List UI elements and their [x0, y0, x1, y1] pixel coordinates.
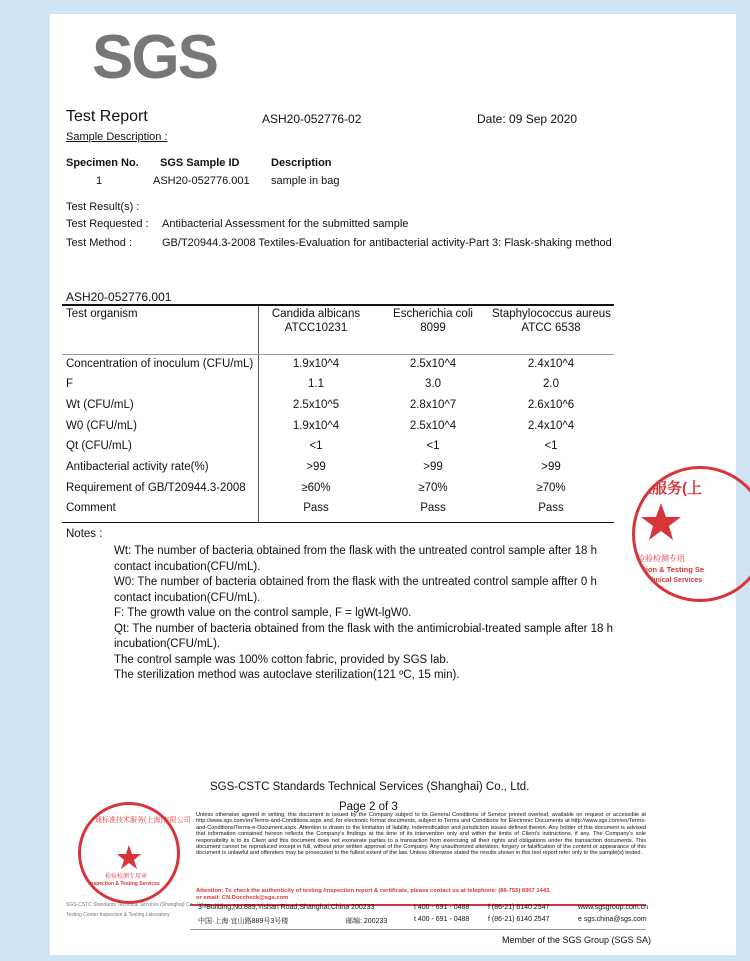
email: e sgs.china@sgs.com: [578, 916, 647, 923]
page-frame-top: [0, 0, 750, 14]
row-value: >99: [541, 461, 561, 473]
row-value: 2.8x10^7: [409, 399, 457, 411]
specimen-description: sample in bag: [271, 175, 340, 187]
authenticity-notice: Attention: To check the authenticity of testing /inspection report & certificate, please contact us at telephone: (86-755) 8307 1443,: [196, 888, 551, 894]
note-line: The control sample was 100% cotton fabric, provided by SGS lab.: [114, 653, 449, 666]
report-date: Date: 09 Sep 2020: [477, 112, 578, 126]
test-method-value: GB/T20944.3-2008 Textiles-Evaluation for antibacterial activity-Part 3: Flask-shaking method: [162, 237, 612, 249]
note-line: Wt: The number of bacteria obtained from the flask with the untreated control sample after 18 h contact incubation(CFU/mL).: [114, 545, 598, 573]
legal-disclaimer: Unless otherwise agreed in writing, this document is issued by the Company subject to its General Conditions of Service printed overleaf, available on request or accessible at http://www.sgs.com/en/Terms-and-Conditions.aspx and, for electronic format documents, subject to Terms and Conditions for Electronic Documents at http://www.sgs.com/en/Terms-and-Conditions/Terms-e-Document.aspx. Attention is drawn to the limitation of liability, indemnification and jurisdiction issues defined therein. Any holder of this document is advised that information contained hereon reflects the Company's findings at the time of its intervention only and within the limits of Client's instructions, if any. The Company's sole responsibility is to its Client and this document does not exonerate parties to a transaction from exercising all their rights and obligations under the transaction documents. This document cannot be reproduced except in full, without prior written approval of the Company. Any unauthorized alteration, forgery or falsification of the content or appearance of this document is unlawful and offenders may be prosecuted to the fullest extent of the law. Unless otherwise stated the results shown in this test report refer only to the sample(s) tested .: [196, 812, 646, 857]
row-value: 2.5x10^4: [409, 420, 457, 432]
row-label: W0 (CFU/mL): [66, 420, 137, 432]
page-number: Page 2 of 3: [339, 801, 398, 813]
page-frame-bottom: [0, 955, 750, 961]
fax: f (86-21) 6140 2547: [488, 904, 550, 911]
test-requested-value: Antibacterial Assessment for the submitted sample: [162, 218, 409, 230]
notes-label: Notes :: [66, 528, 103, 540]
row-value: 3.0: [425, 378, 441, 390]
sgs-group-member: Member of the SGS Group (SGS SA): [502, 935, 652, 945]
telephone-cn: t 400 - 691 - 0488: [414, 916, 470, 923]
fax-cn: f (86-21) 6140 2547: [488, 916, 550, 923]
seal-top-text: 通标准技术服务(上海)有限公司: [95, 817, 191, 824]
test-results-heading: Test Result(s) :: [66, 201, 140, 213]
row-value: 2.6x10^6: [527, 399, 575, 411]
seal-text-en: ection & Testing Se: [635, 565, 705, 574]
seal-under-text-2: Testing Center Inspection & Testing Laboratory: [66, 912, 170, 918]
postcode-chinese: 邮编: 200233: [346, 918, 388, 925]
row-value: <1: [426, 440, 440, 452]
sample-description-label: Sample Description :: [66, 131, 168, 143]
column-name-2: Escherichia coli: [393, 308, 473, 320]
sgs-logo: SGS: [92, 23, 217, 92]
row-value: >99: [423, 461, 443, 473]
table-top-rule: [62, 304, 614, 306]
row-label: Wt (CFU/mL): [66, 399, 134, 411]
seal-mid-text: 检验检测专用章: [105, 874, 148, 880]
report-title: Test Report: [66, 108, 148, 125]
row-label: Antibacterial activity rate(%): [66, 461, 209, 473]
seal-text-mid: 检验检测专用: [637, 554, 685, 563]
seal-text-en-2: r Technical Services: [635, 577, 703, 584]
row-value: 2.4x10^4: [527, 358, 575, 370]
company-seal-stamp-bottom: [78, 802, 191, 904]
authenticity-email: or email: CN.Doccheck@sgs.com: [196, 895, 289, 901]
column-strain-1: ATCC10231: [284, 322, 348, 334]
note-line: W0: The number of bacteria obtained from the flask with the untreated control sample affter 0 h contact incubation(CFU/mL).: [114, 576, 597, 604]
row-value: ≥60%: [301, 482, 331, 494]
row-value: Pass: [420, 502, 446, 514]
footer-grey-rule: [190, 929, 646, 930]
seal-en-text: Inspection & Testing Services: [89, 881, 160, 887]
row-value: 2.5x10^4: [409, 358, 457, 370]
table-header-rule: [62, 354, 614, 355]
seal-under-text: SGS-CSTC Standards Technical Services (Shanghai) Co., Ltd.: [66, 902, 205, 908]
company-seal-stamp: [632, 466, 750, 602]
column-strain-3: ATCC 6538: [521, 322, 581, 334]
note-line: The sterilization method was autoclave sterilization(121 ºC, 15 min).: [114, 669, 460, 681]
row-label: Comment: [66, 502, 116, 514]
notes-body: [114, 544, 634, 684]
row-value: 2.4x10^4: [527, 420, 575, 432]
note-line: Qt: The number of bacteria obtained from the flask with the antimicrobial-treated sample after 18 h incubation(CFU/mL).: [114, 622, 614, 650]
test-method-label: Test Method :: [66, 237, 133, 249]
test-requested-label: Test Requested :: [66, 218, 149, 230]
row-value: <1: [309, 440, 323, 452]
row-value: 2.0: [543, 378, 559, 390]
table-bottom-rule: [62, 522, 614, 523]
specimen-sample-id: ASH20-052776.001: [153, 175, 250, 187]
specimen-header-no: Specimen No.: [66, 157, 139, 169]
row-label: Requirement of GB/T20944.3-2008: [66, 482, 246, 494]
footer-company-name: SGS-CSTC Standards Technical Services (Shanghai) Co., Ltd.: [210, 781, 530, 793]
column-name-1: Candida albicans: [271, 308, 361, 320]
specimen-header-id: SGS Sample ID: [160, 157, 240, 169]
specimen-no: 1: [96, 175, 103, 187]
row-value: 1.9x10^4: [292, 358, 340, 370]
row-value: >99: [306, 461, 326, 473]
row-value: 1.9x10^4: [292, 420, 340, 432]
row-label: Qt (CFU/mL): [66, 440, 132, 452]
row-value: <1: [544, 440, 558, 452]
note-line: F: The growth value on the control sample, F = lgWt-lgW0.: [114, 607, 412, 619]
page-frame-left: [0, 0, 50, 961]
column-name-3: Staphylococcus aureus: [492, 308, 611, 320]
row-value: Pass: [538, 502, 564, 514]
column-strain-2: 8099: [420, 322, 446, 334]
row-label: Concentration of inoculum (CFU/mL): [66, 358, 254, 370]
telephone: t 400 - 691 - 0488: [414, 904, 470, 911]
row-label: F: [66, 378, 74, 390]
website: www.sgsgroup.com.cn: [578, 904, 649, 911]
row-value: 2.5x10^5: [292, 399, 340, 411]
table-sample-id: ASH20-052776.001: [66, 290, 172, 304]
specimen-header-description: Description: [271, 157, 332, 169]
report-number: ASH20-052776-02: [262, 112, 362, 126]
row-value: ≥70%: [418, 482, 448, 494]
row-value: 1.1: [308, 378, 324, 390]
address-chinese: 中国·上海·宜山路889号3号楼: [198, 918, 289, 925]
address-english: 3ʳᵈBuilding,No.889,Yishan Road,Shanghai,China 200233: [198, 904, 375, 911]
row-value: Pass: [303, 502, 329, 514]
row-value: ≥70%: [536, 482, 566, 494]
organism-label: Test organism: [66, 308, 138, 320]
seal-text-top: 业服务(上: [637, 480, 702, 497]
